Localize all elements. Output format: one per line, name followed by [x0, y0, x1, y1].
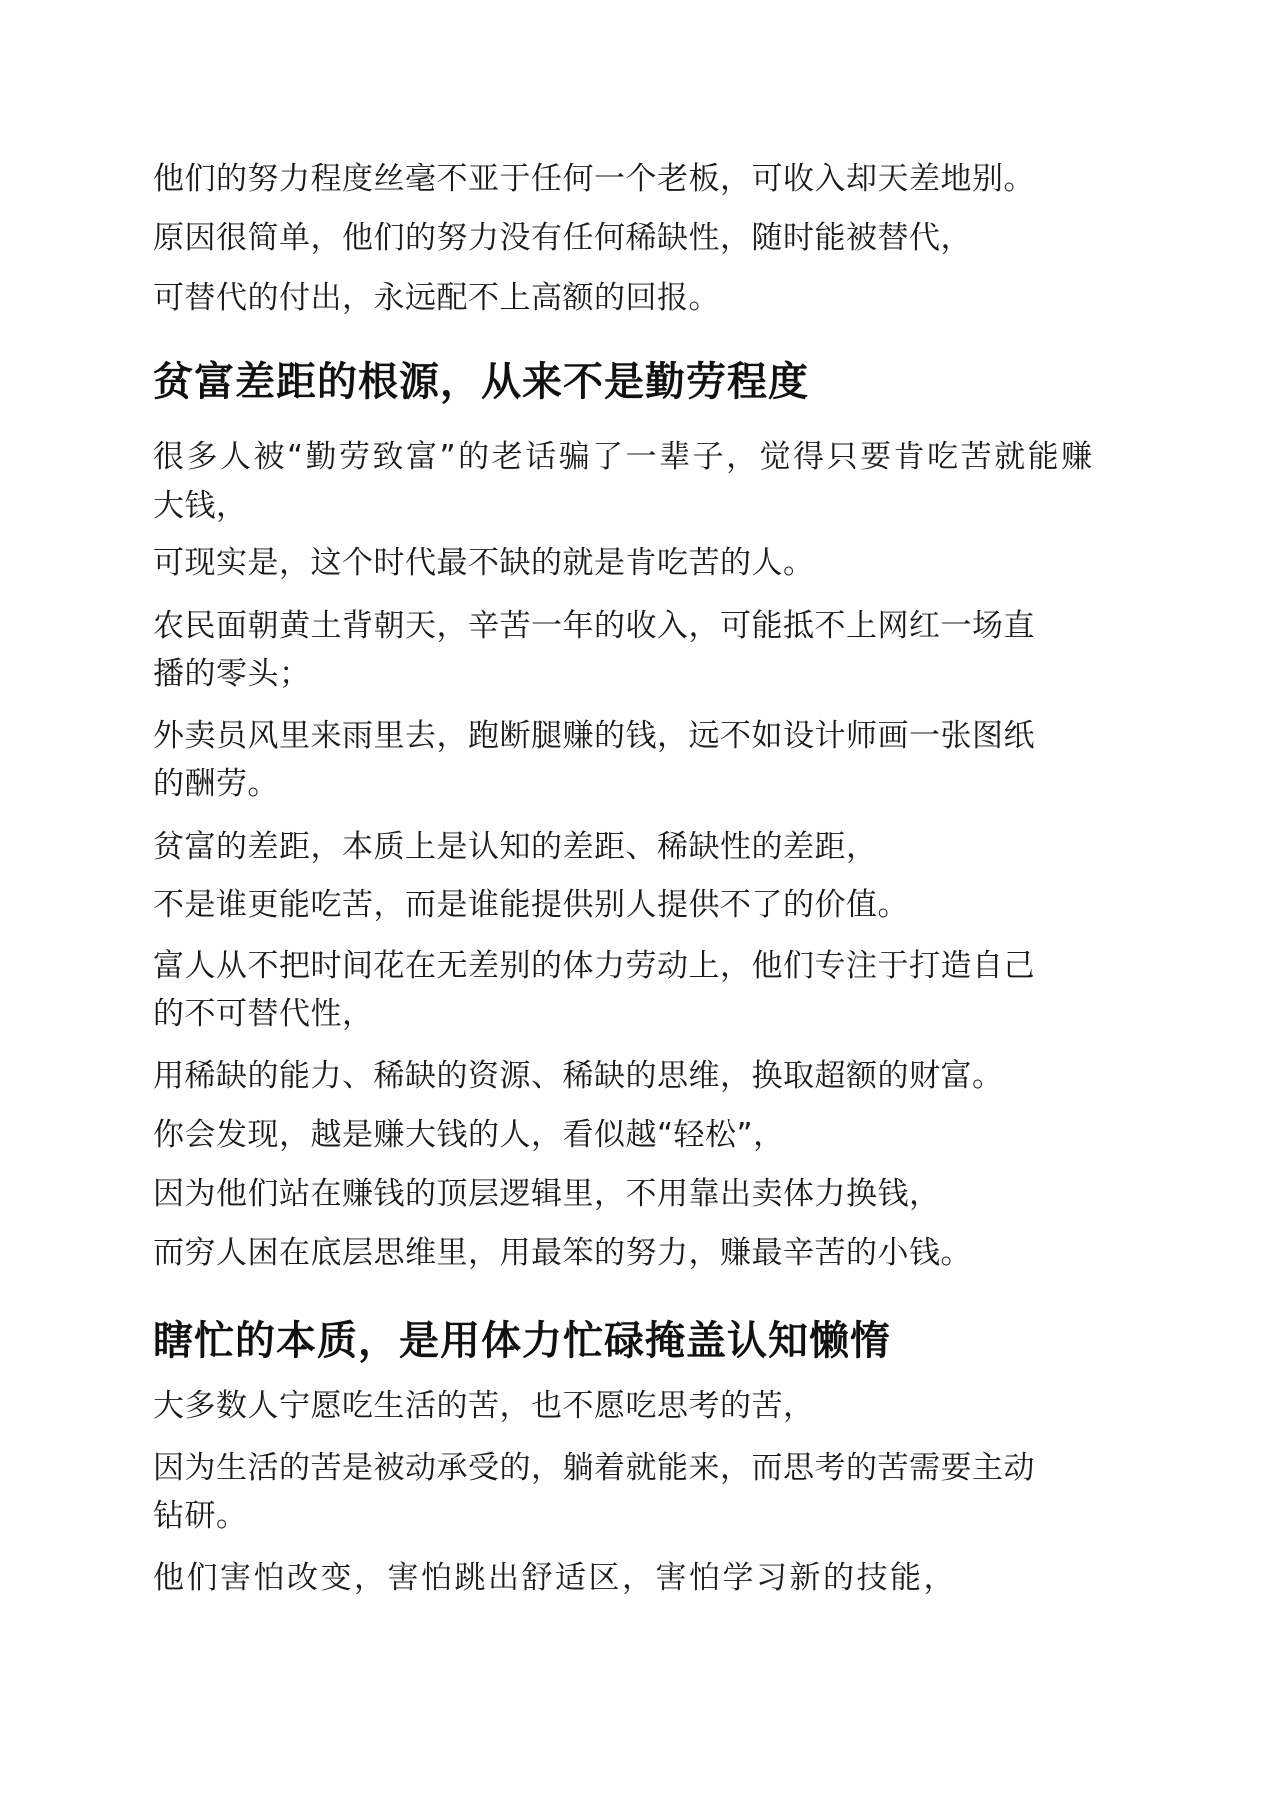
paragraph-line: 用稀缺的能力、稀缺的资源、稀缺的思维，换取超额的财富。	[153, 1058, 1004, 1094]
paragraph-line: 他们害怕改变，害怕跳出舒适区，害怕学习新的技能，	[153, 1560, 957, 1596]
paragraph-line: 大多数人宁愿吃生活的苦，也不愿吃思考的苦，	[153, 1388, 815, 1424]
paragraph-line: 很多人被“勤劳致富”的老话骗了一辈子，觉得只要肯吃苦就能赚	[153, 439, 1095, 475]
paragraph-line: 因为生活的苦是被动承受的，躺着就能来，而思考的苦需要主动	[153, 1450, 1035, 1486]
section-heading-2: 瞎忙的本质，是用体力忙碌掩盖认知懒惰	[153, 1318, 891, 1364]
paragraph-line: 你会发现，越是赚大钱的人，看似越“轻松”，	[153, 1117, 785, 1153]
paragraph-line: 富人从不把时间花在无差别的体力劳动上，他们专注于打造自己	[153, 948, 1035, 984]
paragraph-line: 大钱，	[153, 488, 248, 524]
paragraph-line: 的不可替代性，	[153, 996, 374, 1032]
section-heading-1: 贫富差距的根源，从来不是勤劳程度	[153, 359, 809, 405]
paragraph-line: 农民面朝黄土背朝天，辛苦一年的收入，可能抵不上网红一场直	[153, 608, 1035, 644]
paragraph-line: 可现实是，这个时代最不缺的就是肯吃苦的人。	[153, 545, 815, 581]
paragraph-line: 钻研。	[153, 1498, 248, 1534]
paragraph-line: 可替代的付出，永远配不上高额的回报。	[153, 280, 720, 316]
paragraph-line: 不是谁更能吃苦，而是谁能提供别人提供不了的价值。	[153, 887, 909, 923]
paragraph-line: 因为他们站在赚钱的顶层逻辑里，不用靠出卖体力换钱，	[153, 1176, 941, 1212]
paragraph-line: 原因很简单，他们的努力没有任何稀缺性，随时能被替代，	[153, 220, 972, 256]
paragraph-line: 他们的努力程度丝毫不亚于任何一个老板，可收入却天差地别。	[153, 161, 1035, 197]
paragraph-line: 的酬劳。	[153, 766, 279, 802]
paragraph-line: 贫富的差距，本质上是认知的差距、稀缺性的差距，	[153, 829, 878, 865]
paragraph-line: 而穷人困在底层思维里，用最笨的努力，赚最辛苦的小钱。	[153, 1235, 972, 1271]
paragraph-line: 播的零头；	[153, 656, 311, 692]
paragraph-line: 外卖员风里来雨里去，跑断腿赚的钱，远不如设计师画一张图纸	[153, 718, 1035, 754]
